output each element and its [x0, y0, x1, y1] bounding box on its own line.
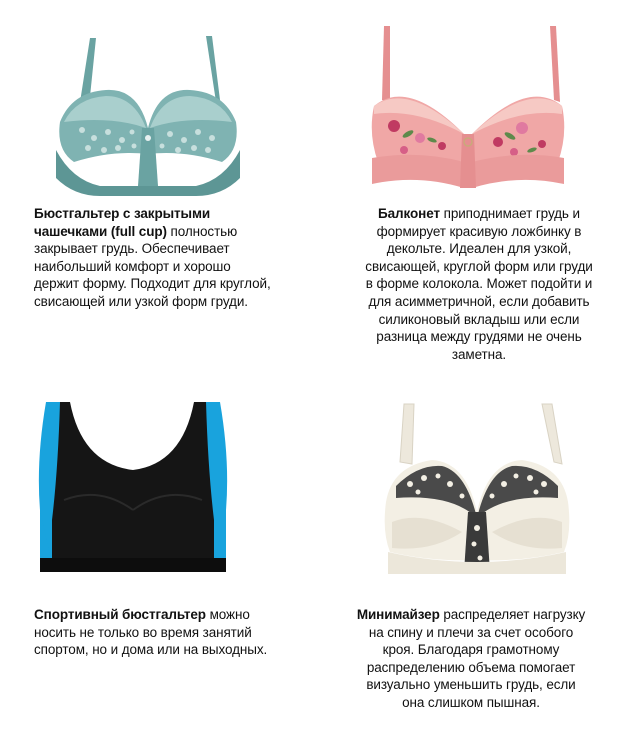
- balconette-bra-image: [368, 22, 568, 198]
- minimizer-bra-image: [382, 402, 572, 580]
- sports-text: можно носить не только во время занятий спортом, но и дома или на выходных.: [34, 607, 268, 658]
- minimizer-description: [356, 606, 586, 712]
- balconette-title: Балконет: [378, 206, 440, 221]
- full-cup-bra-image: [52, 30, 244, 198]
- full-cup-title: Бюстгальтер с закрытыми чашечками (full cup): [34, 206, 211, 239]
- balconette-description: [360, 205, 598, 363]
- sports-title: Спортивный бюстгальтер: [34, 607, 206, 622]
- sports-bra-image: [30, 400, 236, 578]
- full-cup-text: полностью закрывает грудь. Обеспечивает наибольший комфорт и хорошо держит форму. Подходит для круглой, свисающей или узкой форм груди.: [34, 223, 271, 309]
- minimizer-text: распределяет нагрузку на спину и плечи за счет особого кроя. Благодаря грамотному распределению объема помогает визуально уменьшить грудь, если она слишком пышная.: [366, 607, 586, 710]
- balconette-text: приподнимает грудь и формирует красивую ложбинку в декольте. Идеален для узкой, свисающей, круглой форм или груди в форме колокола. Может подойти и для асимметричной, если добавить силиконовый вкладыш или если разница между грудями не очень заметна.: [365, 206, 593, 362]
- full-cup-description: [34, 205, 274, 311]
- minimizer-title: Минимайзер: [356, 607, 440, 622]
- sports-description: [34, 606, 274, 659]
